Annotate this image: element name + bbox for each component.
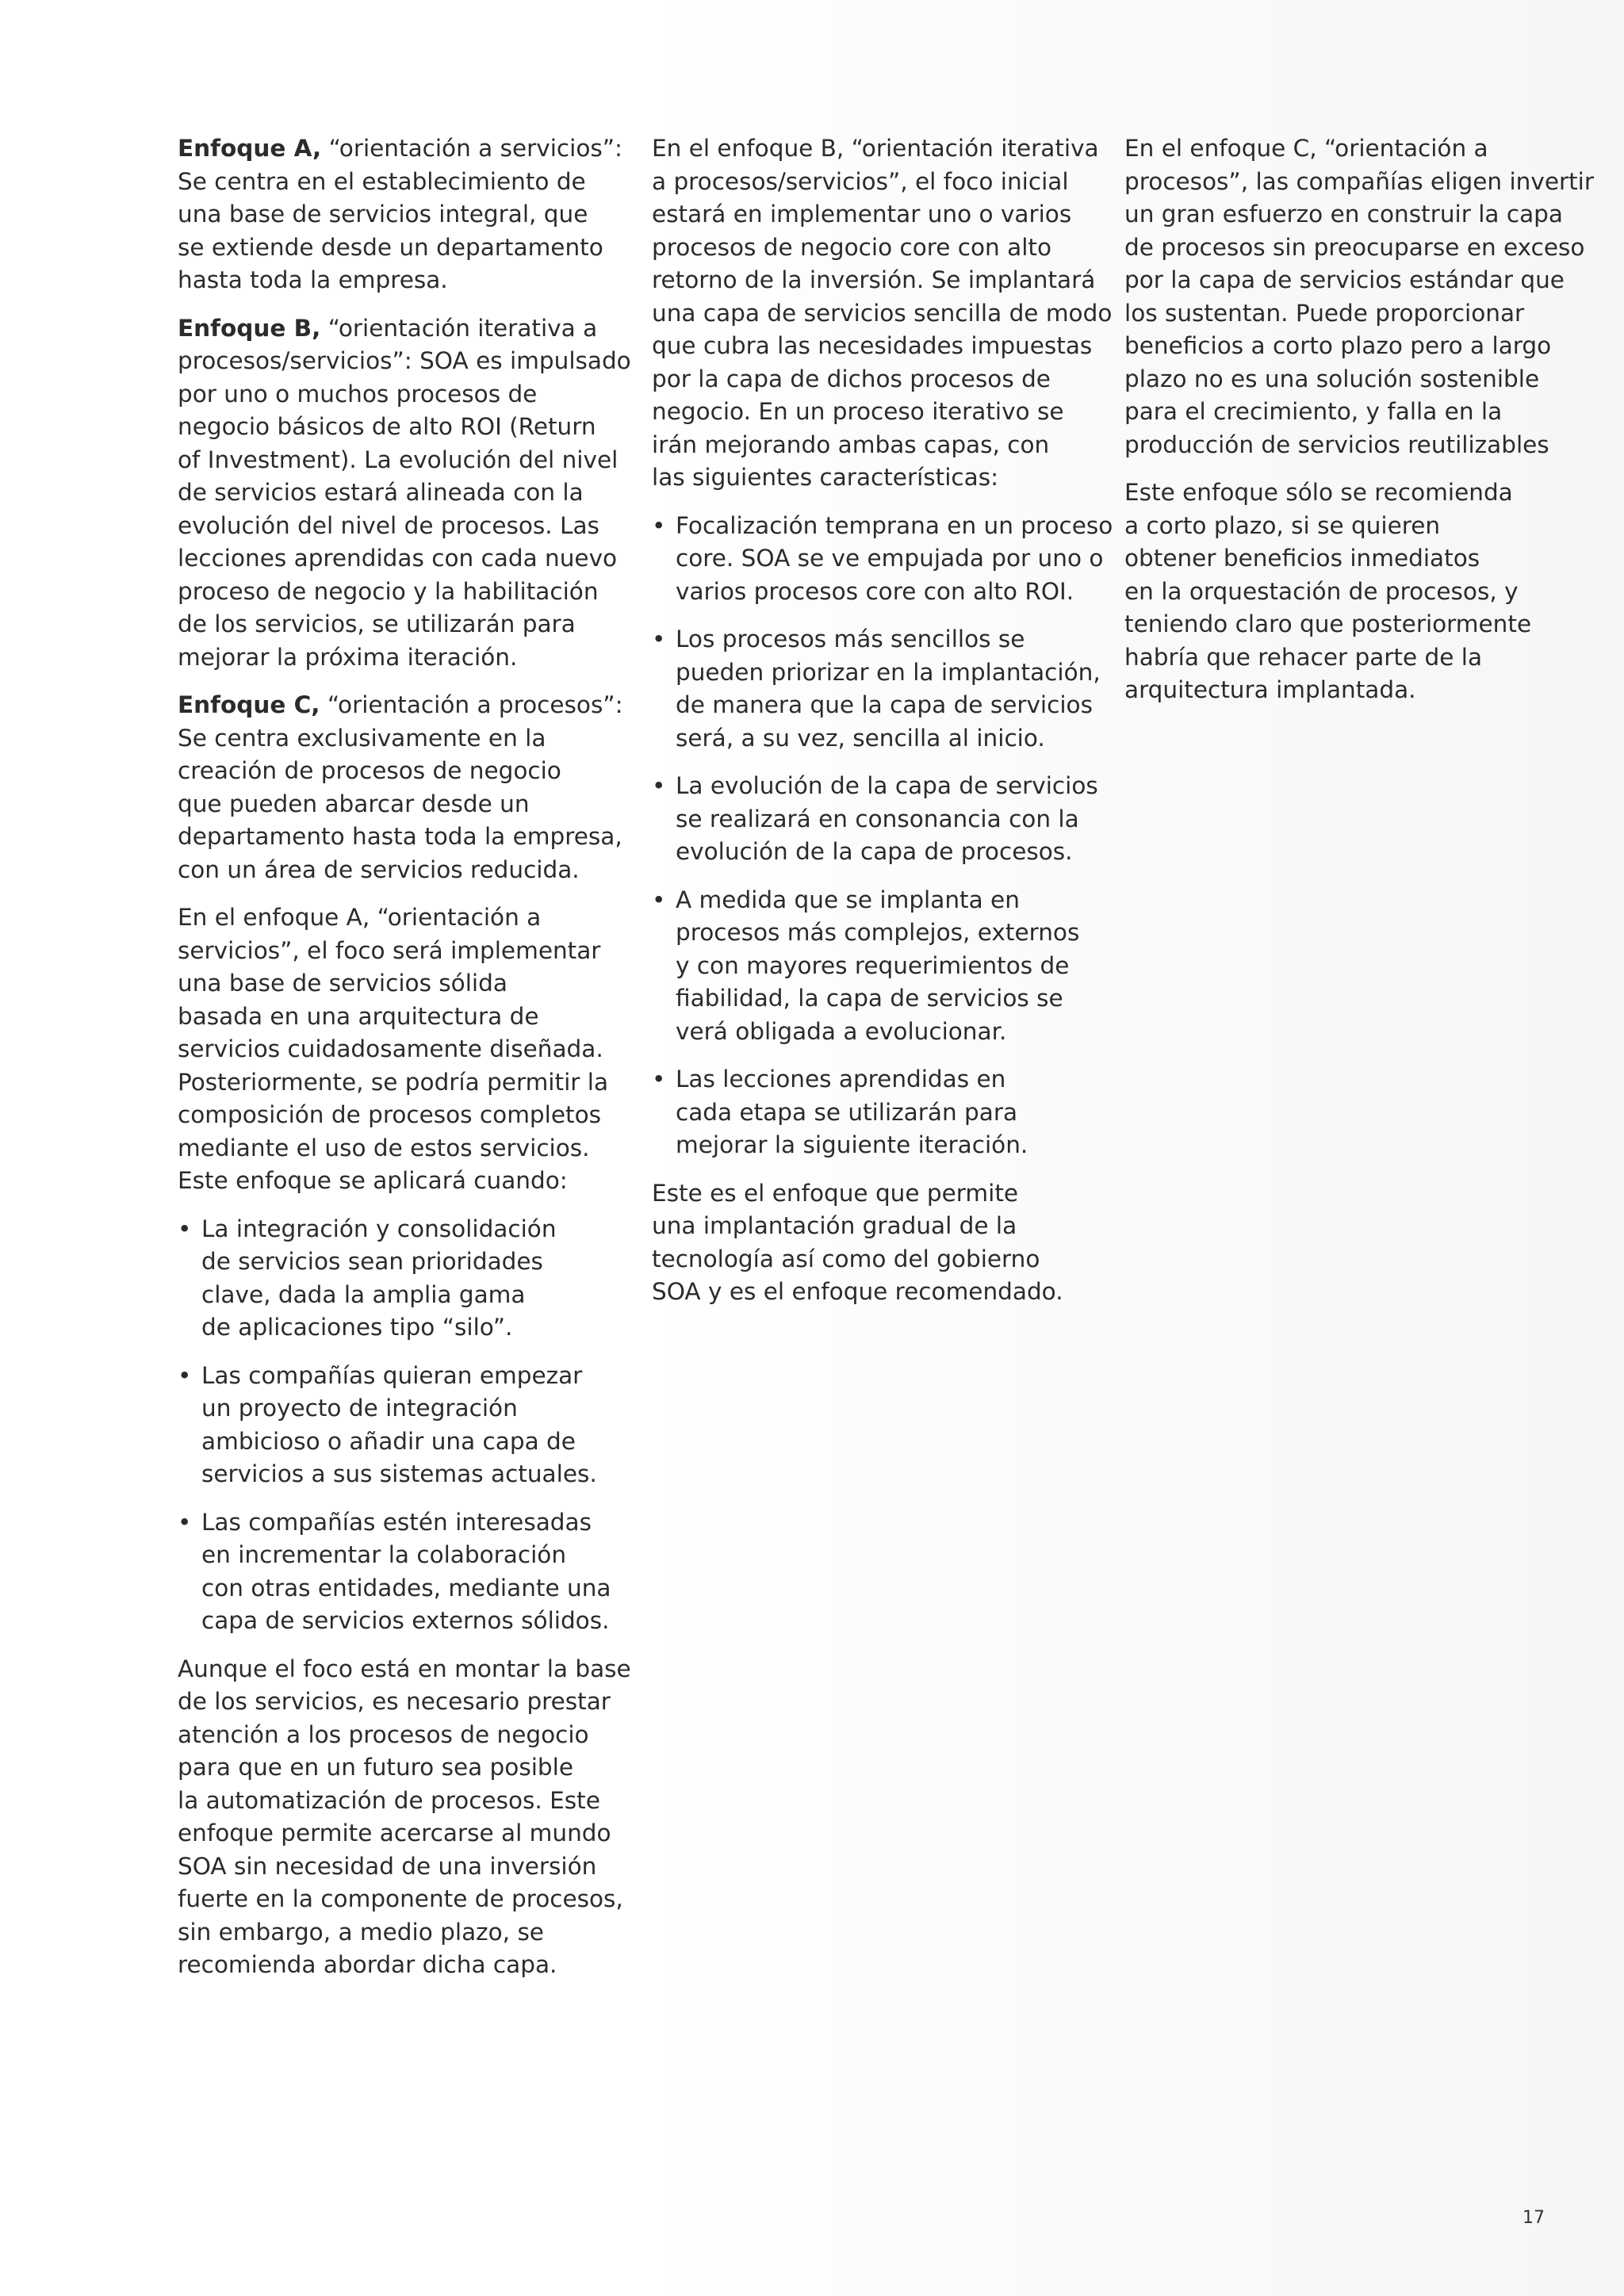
text-line: recomienda abordar dicha capa. [178,1951,557,1978]
text-line: los sustentan. Puede proporcionar [1124,299,1525,327]
text-fragment: “orientación iterativa a [327,314,598,342]
text-line: capa de servicios externos sólidos. [201,1607,610,1634]
text-line: enfoque permite acercarse al mundo [178,1820,611,1846]
text-line: arquitectura implantada. [1124,676,1416,703]
text-line: un gran esfuerzo en construir la capa [1124,201,1563,228]
text-line: evolución del nivel de procesos. Las [178,511,599,539]
paragraph-enfoque-a-detail [178,901,609,1198]
text-line: para que en un futuro sea posible [178,1754,573,1781]
text-line: En el enfoque A, “orientación a [178,904,542,931]
text-line: La evolución de la capa de servicios [676,772,1098,799]
text-line: varios procesos core con alto ROI. [676,577,1074,605]
bullet-list [178,1213,611,1638]
text-line: Las compañías quieran empezar [201,1361,583,1389]
bullet-icon: • [178,1508,192,1536]
bullet-icon: • [178,1215,192,1242]
text-line: procesos más complejos, externos [676,919,1080,946]
list-item [652,510,1113,609]
text-fragment: “orientación a procesos”: [327,691,623,718]
text-line: fuerte en la componente de procesos, [178,1885,623,1912]
text-line: en incrementar la colaboración [201,1541,567,1568]
text-line: basada en una arquitectura de [178,1002,539,1030]
text-line: hasta toda la empresa. [178,266,448,293]
text-line: core. SOA se ve empujada por uno o [676,545,1104,572]
text-line: Las compañías estén interesadas [201,1508,592,1536]
text-line: servicios”, el foco será implementar [178,936,601,964]
text-line: negocio. En un proceso iterativo se [652,398,1064,425]
bullet-icon: • [652,1066,666,1093]
paragraph-enfoque-c [178,689,623,886]
text-line: composición de procesos completos [178,1101,601,1128]
text-line: mediante el uso de estos servicios. [178,1134,590,1161]
text-fragment: “orientación a servicios”: [328,135,622,162]
paragraph-conclusion-b [652,1177,1080,1309]
text-line: Focalización temprana en un proceso [676,511,1113,539]
text-line [178,689,623,722]
text-line: que pueden abarcar desde un [178,790,530,817]
text-line: evolución de la capa de procesos. [676,838,1073,865]
paragraph-enfoque-a [178,132,622,297]
text-line: mejorar la siguiente iteración. [676,1131,1028,1158]
page-number: 17 [1522,2208,1545,2228]
text-line: SOA y es el enfoque recomendado. [652,1278,1063,1305]
text-line: que cubra las necesidades impuestas [652,332,1093,359]
text-line: tecnología así como del gobierno [652,1245,1040,1272]
text-line: irán mejorando ambas capas, con [652,430,1050,458]
text-line: una base de servicios sólida [178,970,508,997]
lead-term: Enfoque B, [178,314,321,342]
column-2 [652,132,1113,1324]
text-line: mejorar la próxima iteración. [178,643,518,671]
text-line: La integración y consolidación [201,1215,557,1242]
text-line: En el enfoque C, “orientación a [1124,135,1488,162]
text-line: producción de servicios reutilizables [1124,430,1549,458]
text-line: Aunque el foco está en montar la base [178,1655,631,1682]
text-line: de los servicios, se utilizarán para [178,610,576,637]
text-line: En el enfoque B, “orientación iterativa [652,135,1099,162]
text-line: Este es el enfoque que permite [652,1179,1019,1207]
text-line: plazo no es una solución sostenible [1124,365,1540,392]
paragraph-enfoque-c-detail [1124,132,1595,461]
text-line: con un área de servicios reducida. [178,855,580,883]
text-line: Este enfoque se aplicará cuando: [178,1167,568,1194]
text-line: procesos de negocio core con alto [652,233,1052,261]
paragraph-enfoque-b-detail [652,132,1113,495]
text-line: retorno de la inversión. Se implantará [652,266,1096,293]
text-line: servicios a sus sistemas actuales. [201,1460,597,1487]
text-line: por la capa de servicios estándar que [1124,266,1565,293]
text-line: a procesos/servicios”, el foco inicial [652,167,1069,195]
text-line: con otras entidades, mediante una [201,1574,611,1601]
text-line: la automatización de procesos. Este [178,1786,600,1814]
list-item [178,1360,598,1491]
text-line: y con mayores requerimientos de [676,951,1070,979]
text-line: a corto plazo, si se quieren [1124,511,1441,539]
list-item [652,884,1080,1049]
text-line: departamento hasta toda la empresa, [178,823,622,850]
text-line: beneficios a corto plazo pero a largo [1124,332,1552,359]
text-line: una implantación gradual de la [652,1212,1017,1239]
text-line: clave, dada la amplia gama [201,1280,526,1308]
text-line: ambicioso o añadir una capa de [201,1427,576,1455]
text-line: de servicios sean prioridades [201,1248,543,1275]
list-item [652,623,1101,755]
text-line: se extiende desde un departamento [178,233,603,261]
text-line: lecciones aprendidas con cada nuevo [178,545,618,572]
bullet-list [652,510,1113,1162]
text-line: A medida que se implanta en [676,886,1020,913]
text-line: de los servicios, es necesario prestar [178,1688,611,1715]
lead-term: Enfoque C, [178,691,320,718]
text-line: negocio básicos de alto ROI (Return [178,413,596,440]
text-line: SOA sin necesidad de una inversión [178,1852,597,1880]
bullet-icon: • [652,626,666,652]
text-line: pueden priorizar en la implantación, [676,658,1101,686]
text-line: una capa de servicios sencilla de modo [652,299,1113,327]
text-line: atención a los procesos de negocio [178,1720,589,1748]
text-line [178,132,622,166]
text-line: un proyecto de integración [201,1395,518,1422]
text-line: Los procesos más sencillos se [676,626,1025,652]
text-line: procesos”, las compañías eligen invertir [1124,167,1595,195]
list-item [652,1063,1080,1162]
text-line: en la orquestación de procesos, y [1124,577,1519,605]
text-line: de aplicaciones tipo “silo”. [201,1314,513,1341]
text-line: por uno o muchos procesos de [178,380,538,408]
text-line: de manera que la capa de servicios [676,691,1093,718]
text-line: de procesos sin preocuparse en exceso [1124,233,1585,261]
list-item [652,770,1098,869]
text-line: verá obligada a evolucionar. [676,1017,1007,1045]
text-line: obtener beneficios inmediatos [1124,545,1480,572]
list-item [178,1213,598,1345]
text-line: para el crecimiento, y falla en la [1124,398,1503,425]
paragraph-conclusion-c [1124,476,1553,707]
text-line: creación de procesos de negocio [178,757,561,784]
text-line: se realizará en consonancia con la [676,805,1079,832]
text-line: Se centra en el establecimiento de [178,167,586,195]
text-line: por la capa de dichos procesos de [652,365,1051,392]
text-line: Posteriormente, se podría permitir la [178,1068,609,1096]
text-line: proceso de negocio y la habilitación [178,577,599,605]
text-line: sin embargo, a medio plazo, se [178,1918,544,1946]
column-3 [1124,132,1595,722]
paragraph-enfoque-b [178,312,631,675]
text-line: fiabilidad, la capa de servicios se [676,985,1063,1012]
column-1 [178,132,631,1997]
text-line: teniendo claro que posteriormente [1124,610,1532,637]
text-line: servicios cuidadosamente diseñada. [178,1035,603,1062]
text-line: of Investment). La evolución del nivel [178,446,619,473]
text-line: estará en implementar uno o varios [652,201,1072,228]
text-line: una base de servicios integral, que [178,201,588,228]
text-line: Este enfoque sólo se recomienda [1124,479,1513,506]
text-line: Se centra exclusivamente en la [178,724,546,752]
list-item [178,1506,611,1638]
text-line: de servicios estará alineada con la [178,479,584,506]
lead-term: Enfoque A, [178,135,322,162]
text-line: las siguientes características: [652,464,999,491]
text-line: cada etapa se utilizarán para [676,1098,1018,1126]
text-line: Las lecciones aprendidas en [676,1066,1006,1093]
bullet-icon: • [652,511,666,539]
bullet-icon: • [652,886,666,913]
text-line: será, a su vez, sencilla al inicio. [676,724,1045,752]
bullet-icon: • [178,1361,192,1389]
text-line: procesos/servicios”: SOA es impulsado [178,347,631,374]
text-line: habría que rehacer parte de la [1124,643,1483,671]
bullet-icon: • [652,772,666,799]
text-line [178,312,598,346]
paragraph-conclusion-a [178,1653,631,1982]
